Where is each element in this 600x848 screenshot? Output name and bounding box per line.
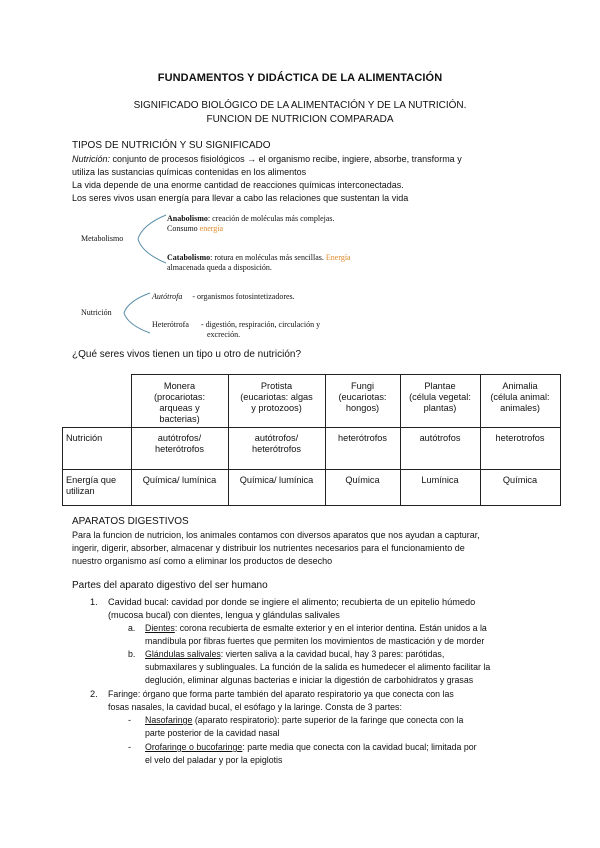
heterotrofa-term: Heterótrofa: [152, 320, 189, 329]
subtitle-2: FUNCION DE NUTRICION COMPARADA: [206, 114, 394, 125]
paragraph-line: Los seres vivos usan energía para llevar a cabo las relaciones que sustentan la vida: [72, 193, 409, 203]
anabolismo-entry: [167, 214, 335, 234]
text-span: - organismos fotosintetizadores.: [192, 292, 295, 301]
term-glandulas: Glándulas salivales: [145, 649, 221, 659]
autotrofa-entry: [152, 292, 295, 301]
text-span: plantas): [423, 403, 457, 413]
text-span: Plantae: [424, 381, 456, 391]
term-orofaringe: Orofaringe o bucofaringe: [145, 742, 243, 752]
table-cell: heterótrofos: [325, 427, 400, 469]
text-span: (célula animal:: [490, 392, 550, 402]
table-cell: heterotrofos: [480, 427, 560, 469]
text-span: Consumo: [167, 224, 200, 233]
table-header-cell: [400, 375, 480, 428]
subtitle-1: SIGNIFICADO BIOLÓGICO DE LA ALIMENTACIÓN Y DE LA NUTRICIÓN.: [133, 100, 467, 111]
question-text: ¿Qué seres vivos tienen un tipo u otro de nutrición?: [72, 349, 302, 360]
list-item-text: el velo del paladar y por la epiglotis: [145, 755, 283, 765]
text-span: Fungi: [351, 381, 374, 391]
list-item-text: parte posterior de la cavidad nasal: [145, 728, 280, 738]
list-item-text: deglución, eliminar algunas bacterias e iniciar la digestión de carbohidratos y grasas: [145, 675, 474, 685]
row-label-nutricion: Nutrición: [63, 427, 132, 469]
row-label-energia: [63, 469, 132, 505]
catabolismo-term: Catabolismo: [167, 253, 211, 262]
catabolismo-entry: [167, 253, 351, 273]
table-cell: [228, 427, 325, 469]
paragraph-line: nuestro organismo así como a eliminar los productos de desecho: [72, 556, 333, 566]
text-span: autótrofos/: [157, 432, 202, 443]
section-heading-tipos: TIPOS DE NUTRICIÓN Y SU SIGNIFICADO: [72, 140, 271, 151]
table-corner-cell: [63, 375, 132, 428]
text-span: animales): [500, 403, 540, 413]
text-span: (célula vegetal:: [409, 392, 471, 402]
text-span: bacterias): [159, 414, 200, 424]
list-letter: b.: [128, 649, 136, 659]
text-span: autótrofos/: [254, 432, 299, 443]
text-span: Animalia: [502, 381, 538, 391]
list-number: 2.: [90, 689, 98, 699]
diagram-root-nutricion: Nutrición: [81, 308, 112, 317]
heterotrofa-def: [201, 320, 320, 340]
table-cell: Química/ lumínica: [228, 469, 325, 505]
text-span: : vierten saliva a la cavidad bucal, hay 3 pares: parótidas,: [220, 649, 445, 659]
list-dash: -: [128, 742, 132, 752]
section-heading-partes: Partes del aparato digestivo del ser humano: [72, 580, 268, 591]
table-header-cell: [325, 375, 400, 428]
paragraph-line: ingerir, digerir, absorber, almacenar y distribuir los nutrientes necesarios para el funcionamiento de: [72, 543, 465, 553]
paragraph-line: La vida depende de una enorme cantidad de reacciones químicas interconectadas.: [72, 180, 404, 190]
list-item-text: [145, 714, 463, 727]
table-cell: [131, 427, 228, 469]
table-header-cell: [131, 375, 228, 428]
list-number: 1.: [90, 597, 98, 607]
text-span: - digestión, respiración, circulación y: [201, 320, 321, 329]
paragraph-line: [72, 153, 462, 166]
text-span: : corona recubierta de esmalte exterior y en el interior dentina. Están unidos a la: [174, 623, 487, 633]
text-span: y protozoos): [251, 403, 302, 413]
text-span: Protista: [260, 381, 293, 391]
list-item-text: fosas nasales, la cavidad bucal, el esófago y la laringe. Consta de 3 partes:: [108, 702, 402, 712]
table-header-row: [63, 375, 561, 428]
diagram-root-metabolismo: Metabolismo: [81, 234, 124, 243]
list-item-text: Cavidad bucal: cavidad por donde se ingiere el alimento; recubierta de un epitelio húmedo: [108, 597, 476, 607]
text-span: (procariotas:: [153, 392, 206, 402]
text-span: (eucariotas:: [338, 392, 387, 402]
table-cell: autótrofos: [400, 427, 480, 469]
text-span: (eucariotas: algas: [240, 392, 313, 402]
text-span: : parte media que conecta con la cavidad bucal; limitada por: [242, 742, 477, 752]
nutrition-table: [62, 374, 561, 506]
autotrofa-term: Autótrofa: [152, 292, 183, 301]
text-span: Monera: [163, 381, 196, 391]
term-dientes: Dientes: [145, 623, 175, 633]
list-item-text: mandíbula por fibras fuertes que permiten los movimientos de masticación y de morder: [145, 636, 485, 646]
brace-icon: [122, 291, 152, 335]
text-span: heterótrofos: [154, 443, 205, 454]
list-item-text: submaxilares y sublinguales. La función de la salida es humedecer el alimento facilitar la: [145, 662, 491, 672]
text-span: hongos): [345, 403, 380, 413]
text-span: (aparato respiratorio): parte superior de la faringe que conecta con la: [192, 715, 464, 725]
text-span: conjunto de procesos fisiológicos → el organismo recibe, ingiere, absorbe, transforma y: [110, 154, 462, 164]
term-nasofaringe: Nasofaringe: [145, 715, 193, 725]
list-letter: a.: [128, 623, 136, 633]
text-span: arqueas y: [159, 403, 200, 413]
text-span: : rotura en moléculas más sencillas.: [210, 253, 326, 262]
table-header-cell: [480, 375, 560, 428]
anabolismo-term: Anabolismo: [167, 214, 208, 223]
table-cell: Química: [325, 469, 400, 505]
text-span: excreción.: [207, 330, 241, 339]
list-item-text: [145, 741, 477, 754]
table-cell: Lumínica: [400, 469, 480, 505]
text-span: utilizan: [66, 485, 95, 496]
table-cell: Química: [480, 469, 560, 505]
table-row: [63, 469, 561, 505]
text-span: almacenada queda a disposición.: [167, 263, 272, 272]
list-item-text: [145, 648, 444, 661]
paragraph-line: Para la funcion de nutricion, los animales contamos con diversos aparatos que nos ayudan a capturar,: [72, 530, 480, 540]
brace-icon: [136, 213, 168, 265]
list-item-text: (mucosa bucal) con dientes, lengua y glándulas salivales: [108, 610, 340, 620]
table-header-cell: [228, 375, 325, 428]
energia-word: Energía: [325, 253, 351, 262]
paragraph-line: utiliza las sustancias químicas contenidas en los alimentos: [72, 167, 307, 177]
text-span: Energía que: [66, 474, 117, 485]
list-dash: -: [128, 715, 132, 725]
energia-word: energía: [199, 224, 224, 233]
table-cell: Química/ lumínica: [131, 469, 228, 505]
text-span: heterótrofos: [251, 443, 302, 454]
document-title: FUNDAMENTOS Y DIDÁCTICA DE LA ALIMENTACIÓN: [157, 72, 443, 84]
text-span: : creación de moléculas más complejas.: [207, 214, 335, 223]
list-item-text: [145, 622, 487, 635]
section-heading-aparatos: APARATOS DIGESTIVOS: [72, 516, 189, 527]
table-row: [63, 427, 561, 469]
nutricion-label: Nutrición:: [72, 154, 111, 164]
list-item-text: Faringe: órgano que forma parte también del aparato respiratorio ya que conecta con las: [108, 689, 454, 699]
